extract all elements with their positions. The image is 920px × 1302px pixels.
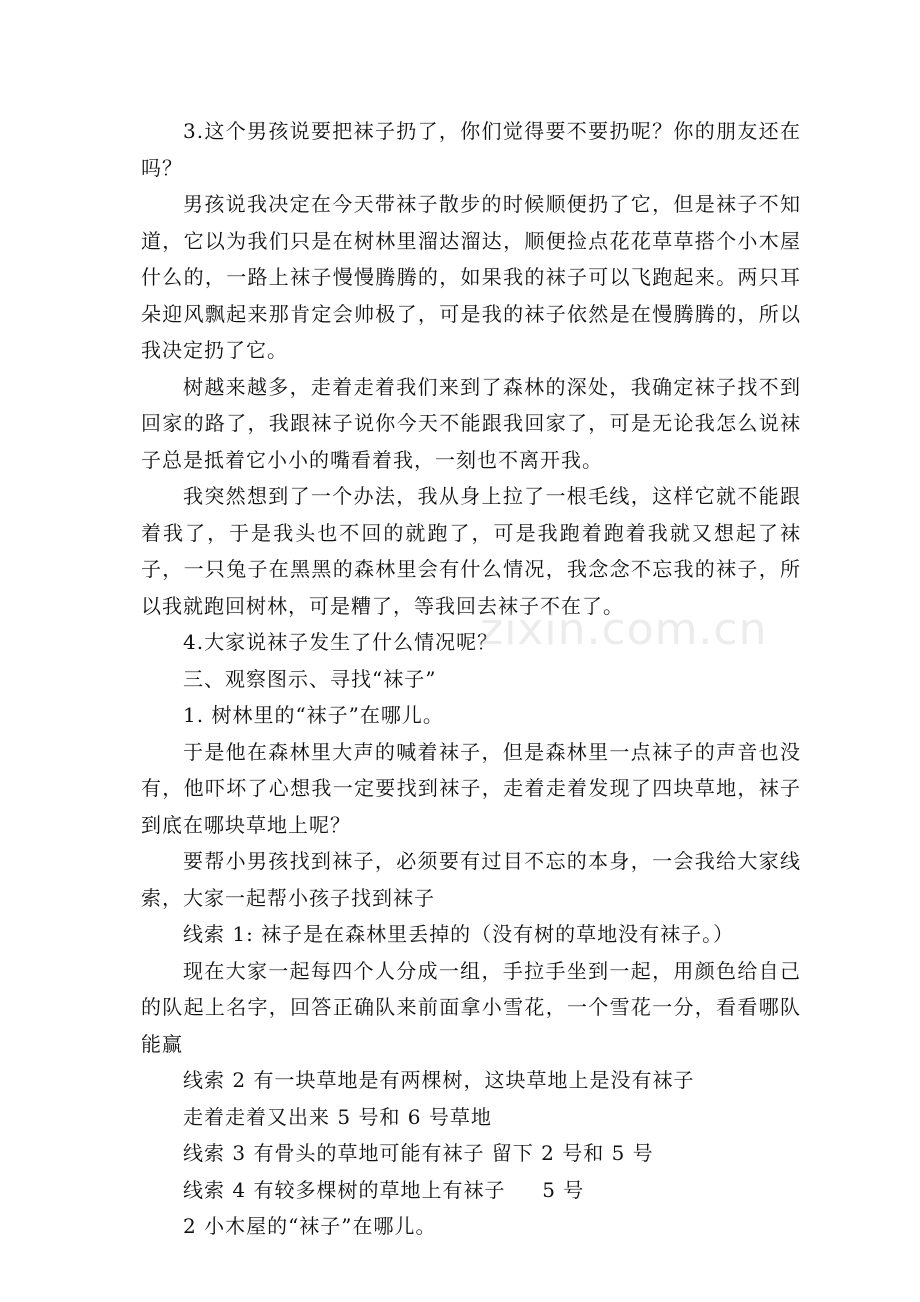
watermark-logo: zixin.com.cn — [480, 604, 768, 655]
section-3-heading: 三、观察图示、寻找“袜子” — [183, 666, 437, 691]
story-paragraph-4: 于是他在森林里大声的喊着袜子，但是森林里一点袜子的声音也没有，他吓坏了心想我一定要找到袜子，走着走着发现了四块草地，袜子到底在哪块草地上呢？ — [141, 739, 801, 837]
question-3-paragraph: 3.这个男孩说要把袜子扔了，你们觉得要不要扔呢？你的朋友还在吗？ — [141, 119, 801, 180]
story-paragraph-1: 男孩说我决定在今天带袜子散步的时候顺便扔了它，但是袜子不知道，它以为我们只是在树林里溜达溜达，顺便捡点花花草草搭个小木屋什么的，一路上袜子慢慢腾腾的，如果我的袜子可以飞跑起来。两只耳朵迎风飘起来那肯定会帅极了，可是我的袜子依然是在慢腾腾的，所以我决定扔了它。 — [141, 192, 801, 362]
story-paragraph-2: 树越来越多，走着走着我们来到了森林的深处，我确定袜子找不到回家的路了，我跟袜子说你今天不能跟我回家了，可是无论我怎么说袜子总是抵着它小小的嘴看着我，一刻也不离开我。 — [141, 374, 801, 472]
subsection-2-heading: 2 小木屋的“袜子”在哪儿。 — [183, 1214, 437, 1238]
clue-1-paragraph: 线索 1: 袜子是在森林里丢掉的（没有树的草地没有袜子。） — [183, 922, 735, 946]
question-4-paragraph: 4.大家说袜子发生了什么情况呢？ — [183, 630, 499, 654]
document-body — [141, 113, 801, 1245]
story-paragraph-3: 我突然想到了一个办法，我从身上拉了一根毛线，这样它就不能跟着我了，于是我头也不回的就跑了，可是我跑着跑着我就又想起了袜子，一只兔子在黑黑的森林里会有什么情况，我念念不忘我的袜子，所以我就跑回树林，可是糟了，等我回去袜子不在了。 — [141, 484, 801, 618]
instruction-paragraph-2: 现在大家一起每四个人分成一组，手拉手坐到一起，用颜色给自己的队起上名字，回答正确队来前面拿小雪花，一个雪花一分，看看哪队能赢 — [141, 958, 801, 1056]
instruction-paragraph-1: 要帮小男孩找到袜子，必须要有过目不忘的本身，一会我给大家线索，大家一起帮小孩子找到袜子 — [141, 849, 801, 910]
clue-4-paragraph: 线索 4 有较多棵树的草地上有袜子 5 号 — [183, 1177, 585, 1202]
clue-3-paragraph: 线索 3 有骨头的草地可能有袜子 留下 2 号和 5 号 — [183, 1141, 654, 1165]
clue-2-paragraph: 线索 2 有一块草地是有两棵树，这块草地上是没有袜子 — [183, 1068, 695, 1092]
grass-5-6-paragraph: 走着走着又出来 5 号和 6 号草地 — [183, 1104, 492, 1129]
subsection-1-heading: 1. 树林里的“袜子”在哪儿。 — [183, 703, 444, 727]
